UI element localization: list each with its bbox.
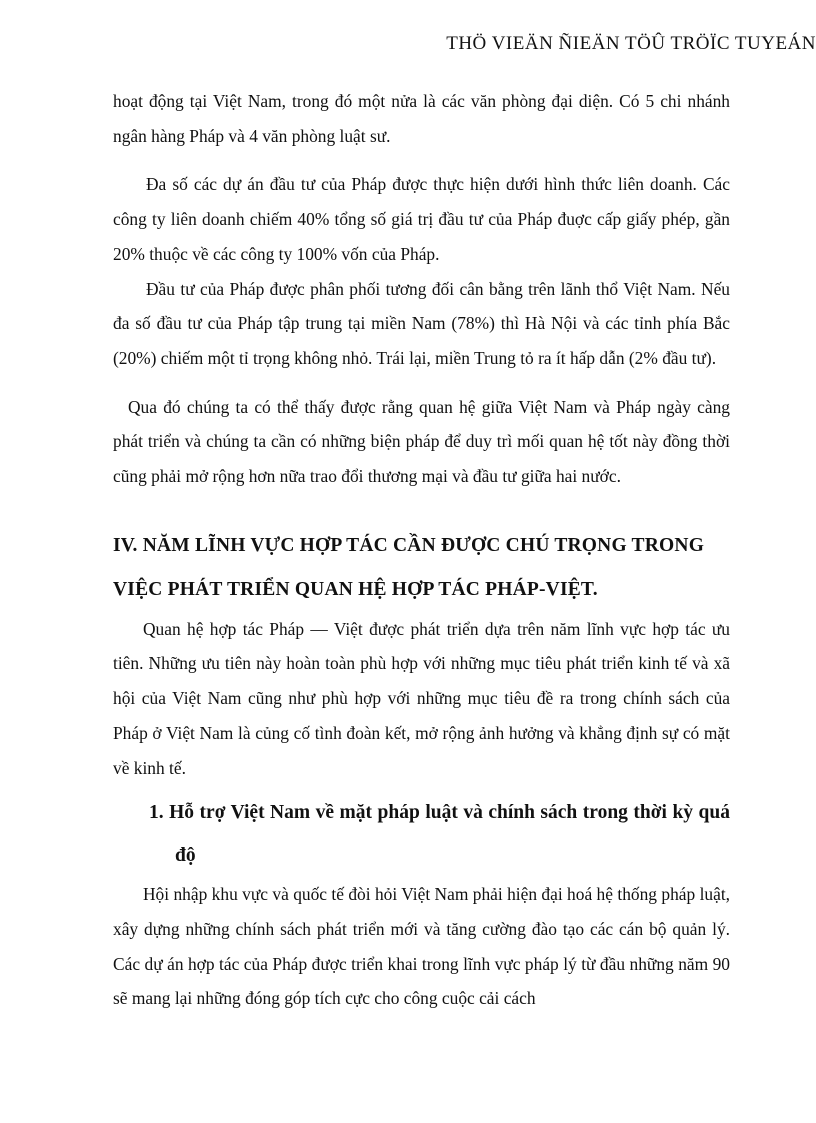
paragraph-conclusion: Qua đó chúng ta có thể thấy được rằng quan hệ giữa Việt Nam và Pháp ngày càng phát triển và chúng ta cần có những biện pháp để duy trì mối quan hệ tốt này đồng thời cũng phải mở rộng hơn nữa trao đổi thương mại và đầu tư giữa hai nước. (113, 396, 730, 487)
paragraph-investment-distribution: Đầu tư của Pháp được phân phối tương đối cân bằng trên lãnh thổ Việt Nam. Nếu đa số đầu tư của Pháp tập trung tại miền Nam (78%) thì Hà Nội và các tỉnh phía Bắc (20%) chiếm một tỉ trọng không nhỏ. Trái lại, miền Trung tỏ ra ít hấp dẫn (2% đầu tư). (113, 278, 730, 368)
section-intro-paragraph: Quan hệ hợp tác Pháp — Việt được phát triển dựa trên năm lĩnh vực hợp tác ưu tiên. Những ưu tiên này hoàn toàn phù hợp với những mục tiêu phát triển kinh tế và xã hội của Việt Nam cũng như phù hợp với những mục tiêu đề ra trong chính sách của Pháp ở Việt Nam là củng cố tình đoàn kết, mở rộng ảnh hưởng và khẳng định sự có mặt về kinh tế. (113, 618, 730, 778)
page-content (113, 84, 730, 1016)
subsection-heading: 1. Hỗ trợ Việt Nam về mặt pháp luật và chính sách trong thời kỳ quá độ (149, 802, 730, 867)
section-heading: IV. NĂM LĨNH VỰC HỢP TÁC CẦN ĐƯỢC CHÚ TRỌNG TRONG VIỆC PHÁT TRIỂN QUAN HỆ HỢP TÁC PHÁP-VIỆT. (113, 534, 705, 600)
subsection-body-paragraph: Hội nhập khu vực và quốc tế đòi hỏi Việt Nam phải hiện đại hoá hệ thống pháp luật, xây dựng những chính sách phát triển mới và tăng cường đào tạo các cán bộ quản lý. Các dự án hợp tác của Pháp được triển khai trong lĩnh vực pháp lý từ đầu những năm 90 sẽ mang lại những đóng góp tích cực cho công cuộc cải cách (113, 884, 730, 1009)
running-header: THÖ VIEÄN ÑIEÄN TÖÛ TRÖÏC TUYEÁN (446, 33, 816, 54)
paragraph-continuation: hoạt động tại Việt Nam, trong đó một nửa là các văn phòng đại diện. Có 5 chi nhánh ngân hàng Pháp và 4 văn phòng luật sư. (113, 91, 730, 146)
paragraph-joint-ventures: Đa số các dự án đầu tư của Pháp được thực hiện dưới hình thức liên doanh. Các công ty liên doanh chiếm 40% tổng số giá trị đầu tư của Pháp đuợc cấp giấy phép, gần 20% thuộc về các công ty 100% vốn của Pháp. (113, 174, 730, 264)
